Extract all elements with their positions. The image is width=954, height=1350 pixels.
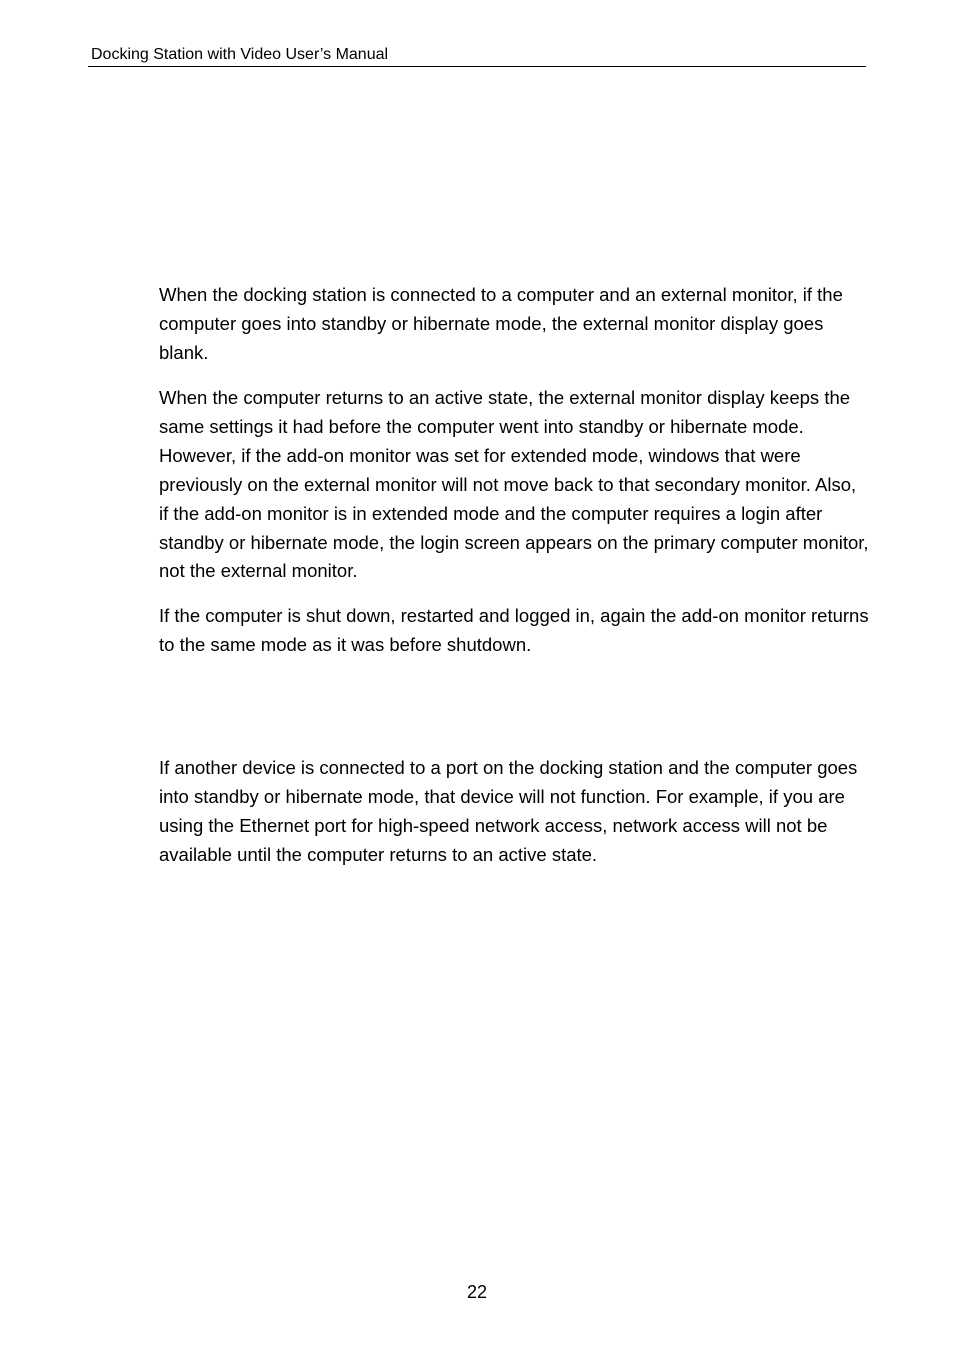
manual-title: Docking Station with Video User’s Manual [91,46,389,63]
paragraph-standby-blank: When the docking station is connected to a computer and an external monitor, if the computer goes into standby or hibernate mode, the external monitor display goes blank. [159,284,843,363]
paragraph-active-state: When the computer returns to an active state, the external monitor display keeps the same settings it had before the computer went into standby or hibernate mode. However, if the add-on monitor was set for extended mode, windows that were previously on the external monitor will not move back to that secondary monitor. Also, if the add-on monitor is in extended mode and the computer requires a login after standby or hibernate mode, the login screen appears on the primary computer monitor, not the external monitor. [159,387,869,582]
paragraph-shutdown: If the computer is shut down, restarted and logged in, again the add-on monitor returns to the same mode as it was before shutdown. [159,605,869,655]
running-header [88,44,866,67]
paragraph-other-devices: If another device is connected to a port on the docking station and the computer goes into standby or hibernate mode, that device will not function. For example, if you are using the Ethernet port for high-speed network access, network access will not be available until the computer returns to an active state. [159,757,858,865]
page-number: 22 [466,1282,488,1302]
